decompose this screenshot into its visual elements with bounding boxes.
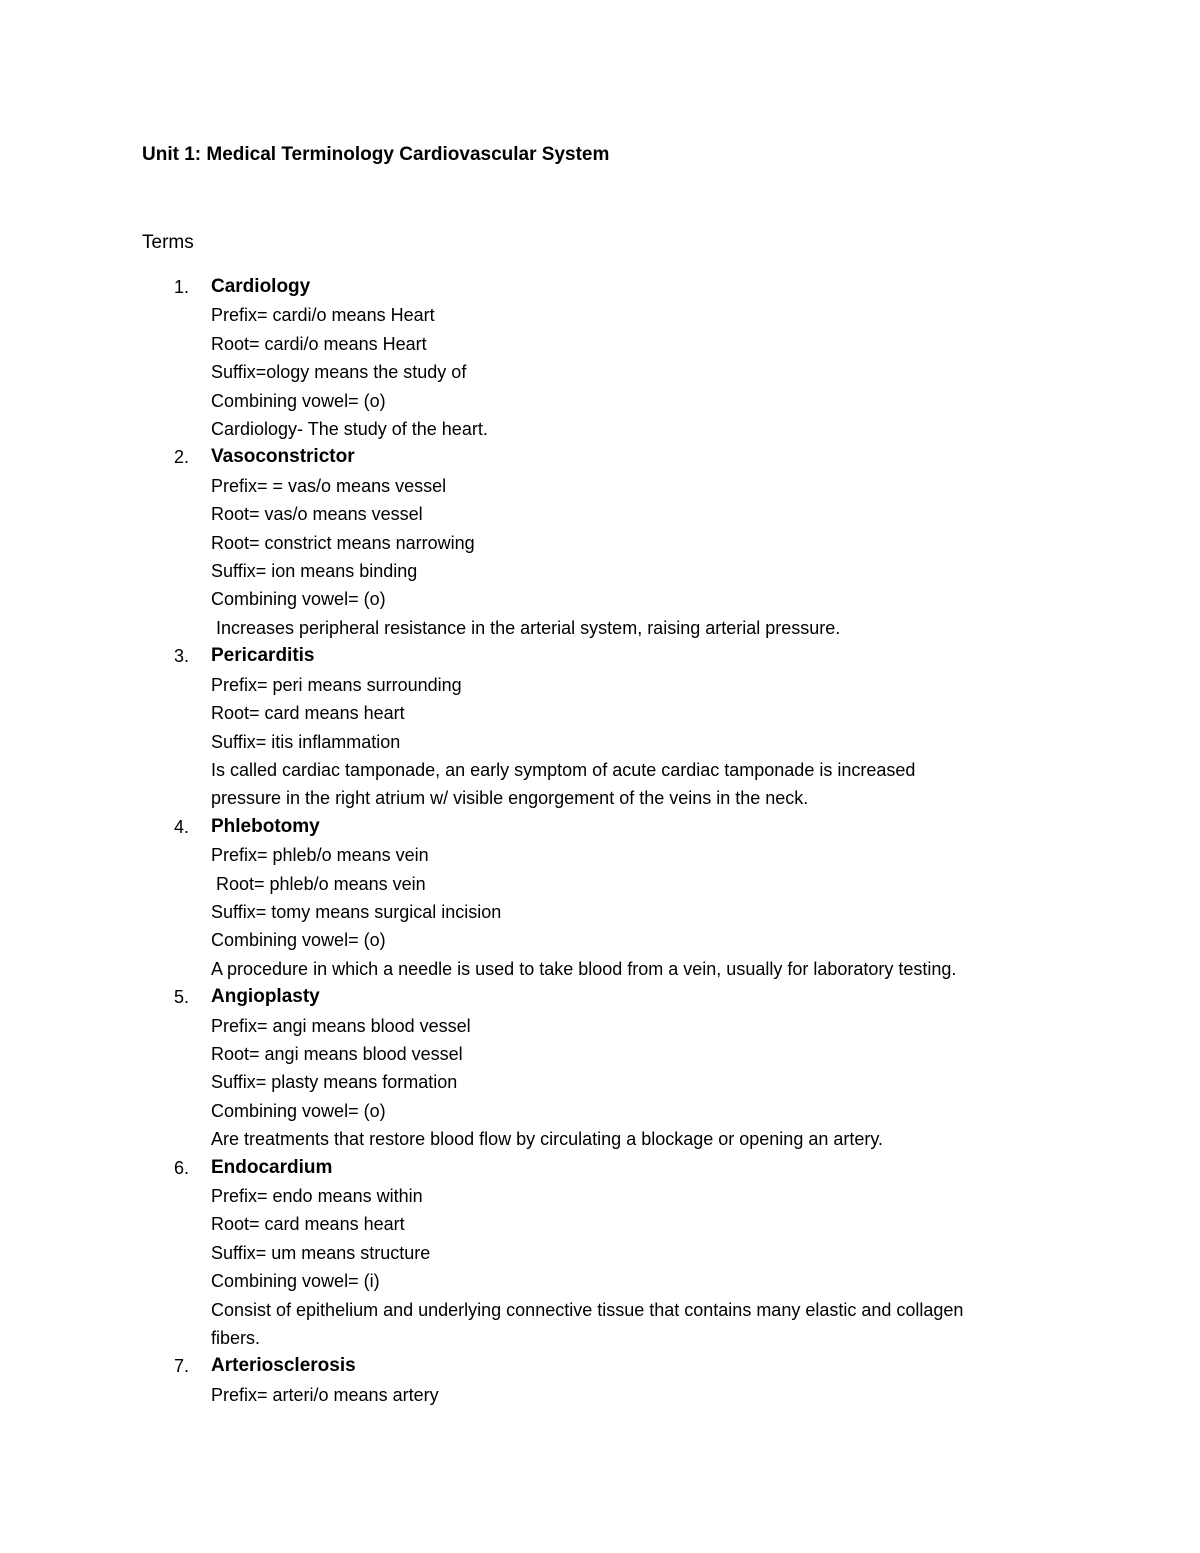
term-item	[0, 1154, 1200, 1353]
term-detail-line: Suffix= ion means binding	[211, 561, 418, 582]
term-detail-line: Root= card means heart	[211, 1214, 405, 1235]
term-detail-line: Suffix=ology means the study of	[211, 362, 467, 383]
term-detail-lines	[211, 1012, 1071, 1154]
term-detail-line: Suffix= tomy means surgical incision	[211, 901, 502, 922]
term-name: Phlebotomy	[211, 815, 320, 837]
term-number: 6.	[174, 1157, 190, 1178]
term-detail-line: pressure in the right atrium w/ visible engorgement of the veins in the neck.	[211, 788, 809, 809]
term-detail-line: fibers.	[211, 1328, 261, 1349]
term-detail-line: Cardiology- The study of the heart.	[211, 419, 488, 440]
term-detail-lines	[211, 841, 1071, 983]
term-item	[0, 443, 1200, 642]
term-number: 2.	[174, 447, 190, 468]
term-detail-lines	[211, 1381, 1071, 1409]
term-detail-line: Prefix= cardi/o means Heart	[211, 305, 435, 326]
term-name: Angioplasty	[211, 986, 320, 1008]
term-detail-line: Root= constrict means narrowing	[211, 532, 475, 553]
term-name: Arteriosclerosis	[211, 1355, 356, 1377]
term-number: 5.	[174, 987, 190, 1008]
term-detail-line: Combining vowel= (o)	[211, 1100, 386, 1121]
term-detail-line: Root= phleb/o means vein	[211, 873, 426, 894]
term-detail-line: Combining vowel= (o)	[211, 390, 386, 411]
term-detail-line: Root= angi means blood vessel	[211, 1043, 463, 1064]
term-detail-line: Increases peripheral resistance in the arterial system, raising arterial pressure.	[211, 617, 841, 638]
term-detail-line: Prefix= phleb/o means vein	[211, 845, 429, 866]
term-detail-line: Prefix= peri means surrounding	[211, 674, 462, 695]
term-name: Endocardium	[211, 1156, 333, 1178]
term-item	[0, 983, 1200, 1153]
term-number: 1.	[174, 277, 190, 297]
term-name: Cardiology	[211, 276, 311, 297]
term-detail-lines	[211, 1182, 1071, 1352]
term-name: Vasoconstrictor	[211, 446, 355, 468]
term-number: 4.	[174, 816, 190, 837]
term-item	[0, 813, 1200, 983]
term-detail-line: Are treatments that restore blood flow by circulating a blockage or opening an artery.	[211, 1129, 884, 1150]
term-item	[0, 1352, 1200, 1409]
term-detail-line: Suffix= um means structure	[211, 1242, 431, 1263]
term-detail-line: Root= vas/o means vessel	[211, 504, 423, 525]
term-detail-line: Is called cardiac tamponade, an early symptom of acute cardiac tamponade is increased	[211, 759, 916, 780]
term-detail-line: Prefix= arteri/o means artery	[211, 1384, 439, 1405]
term-detail-line: Combining vowel= (i)	[211, 1271, 380, 1292]
term-detail-line: Prefix= = vas/o means vessel	[211, 475, 447, 496]
term-detail-line: Suffix= plasty means formation	[211, 1072, 458, 1093]
term-item	[0, 642, 1200, 812]
document-title: Unit 1: Medical Terminology Cardiovascular System	[142, 144, 610, 165]
term-detail-lines	[211, 671, 1071, 813]
term-name: Pericarditis	[211, 645, 315, 667]
term-detail-line: Prefix= angi means blood vessel	[211, 1015, 471, 1036]
section-heading-terms: Terms	[142, 232, 194, 253]
term-detail-line: Combining vowel= (o)	[211, 589, 386, 610]
term-detail-line: Consist of epithelium and underlying connective tissue that contains many elastic and collagen	[211, 1299, 964, 1320]
term-detail-line: Root= cardi/o means Heart	[211, 333, 427, 354]
term-number: 7.	[174, 1356, 190, 1377]
term-detail-line: Suffix= itis inflammation	[211, 731, 401, 752]
term-detail-line: Prefix= endo means within	[211, 1186, 423, 1206]
terms-list	[0, 273, 1200, 1409]
term-detail-lines	[211, 301, 1071, 443]
term-detail-lines	[211, 472, 1071, 642]
term-number: 3.	[174, 646, 190, 667]
term-detail-line: Root= card means heart	[211, 703, 405, 724]
term-detail-line: Combining vowel= (o)	[211, 930, 386, 951]
term-detail-line: A procedure in which a needle is used to take blood from a vein, usually for laboratory testing.	[211, 958, 957, 979]
term-item	[0, 273, 1200, 443]
